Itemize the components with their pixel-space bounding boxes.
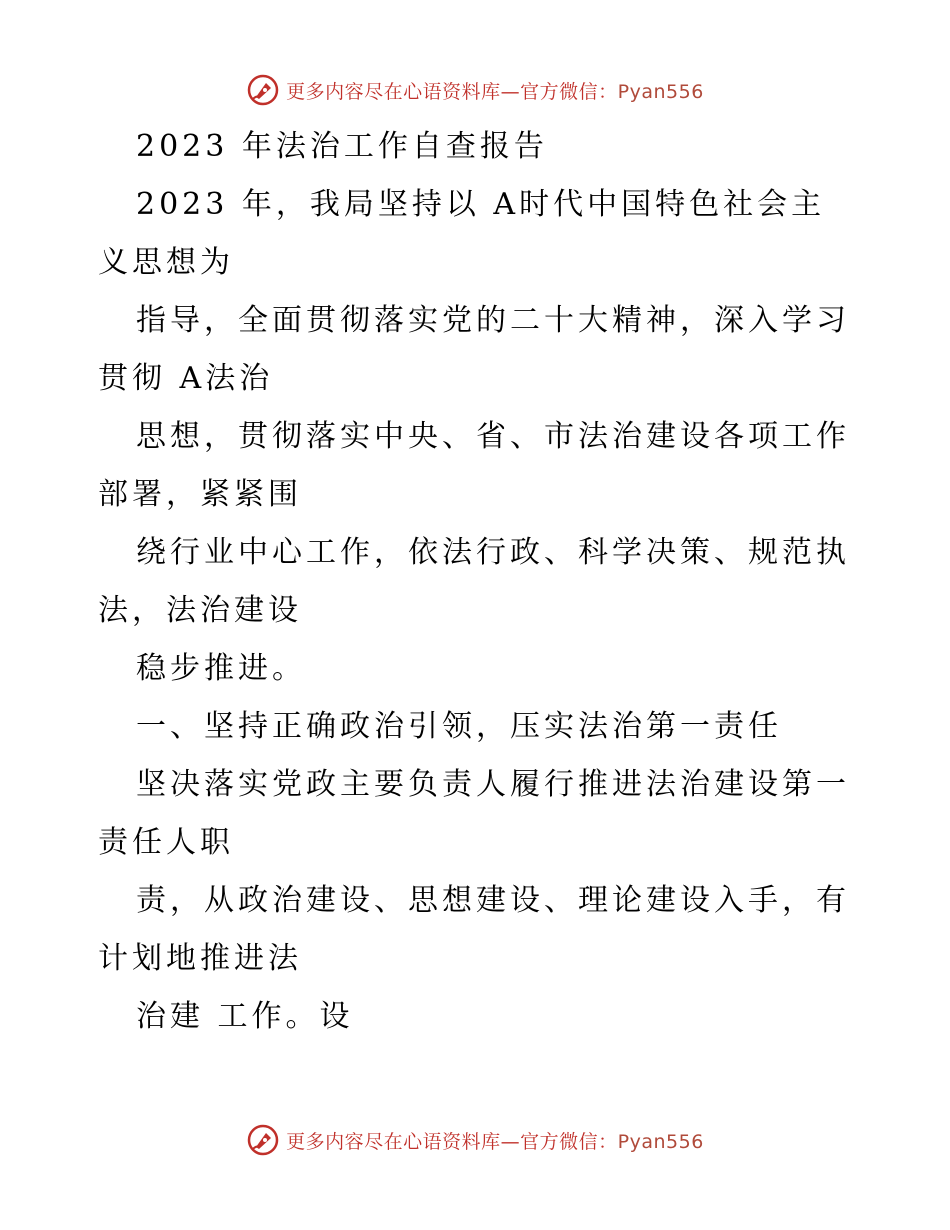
footer-watermark	[0, 1120, 950, 1160]
wechat-id: Pyan556	[617, 1130, 704, 1153]
document-title: 2023 年法治工作自查报告	[136, 129, 548, 164]
header-watermark	[0, 70, 950, 110]
wechat-id: Pyan556	[617, 80, 704, 103]
paragraph: 绕行业中心工作，依法行政、科学决策、规范执法，法治建设	[98, 535, 850, 628]
paragraph: 坚决落实党政主要负责人履行推进法治建设第一责任人职	[98, 767, 850, 860]
pen-nib-logo-icon	[246, 73, 280, 107]
watermark-text: 更多内容尽在心语资料库—官方微信：Pyan556	[286, 1130, 704, 1153]
pen-nib-logo-icon	[246, 1123, 280, 1157]
section-heading: 一、坚持正确政治引领，压实法治第一责任	[136, 709, 782, 744]
paragraph: 指导，全面贯彻落实党的二十大精神，深入学习贯彻 A法治	[98, 303, 850, 396]
paragraph: 责，从政治建设、思想建设、理论建设入手，有计划地推进法	[98, 883, 850, 976]
paragraph: 稳步推进。	[136, 651, 306, 686]
paragraph: 2023 年，我局坚持以 A时代中国特色社会主义思想为	[98, 187, 826, 280]
document-body	[98, 118, 858, 1046]
watermark-text: 更多内容尽在心语资料库—官方微信：Pyan556	[286, 80, 704, 103]
paragraph: 思想，贯彻落实中央、省、市法治建设各项工作部署，紧紧围	[98, 419, 850, 512]
paragraph: 治建 工作。设	[136, 999, 354, 1034]
